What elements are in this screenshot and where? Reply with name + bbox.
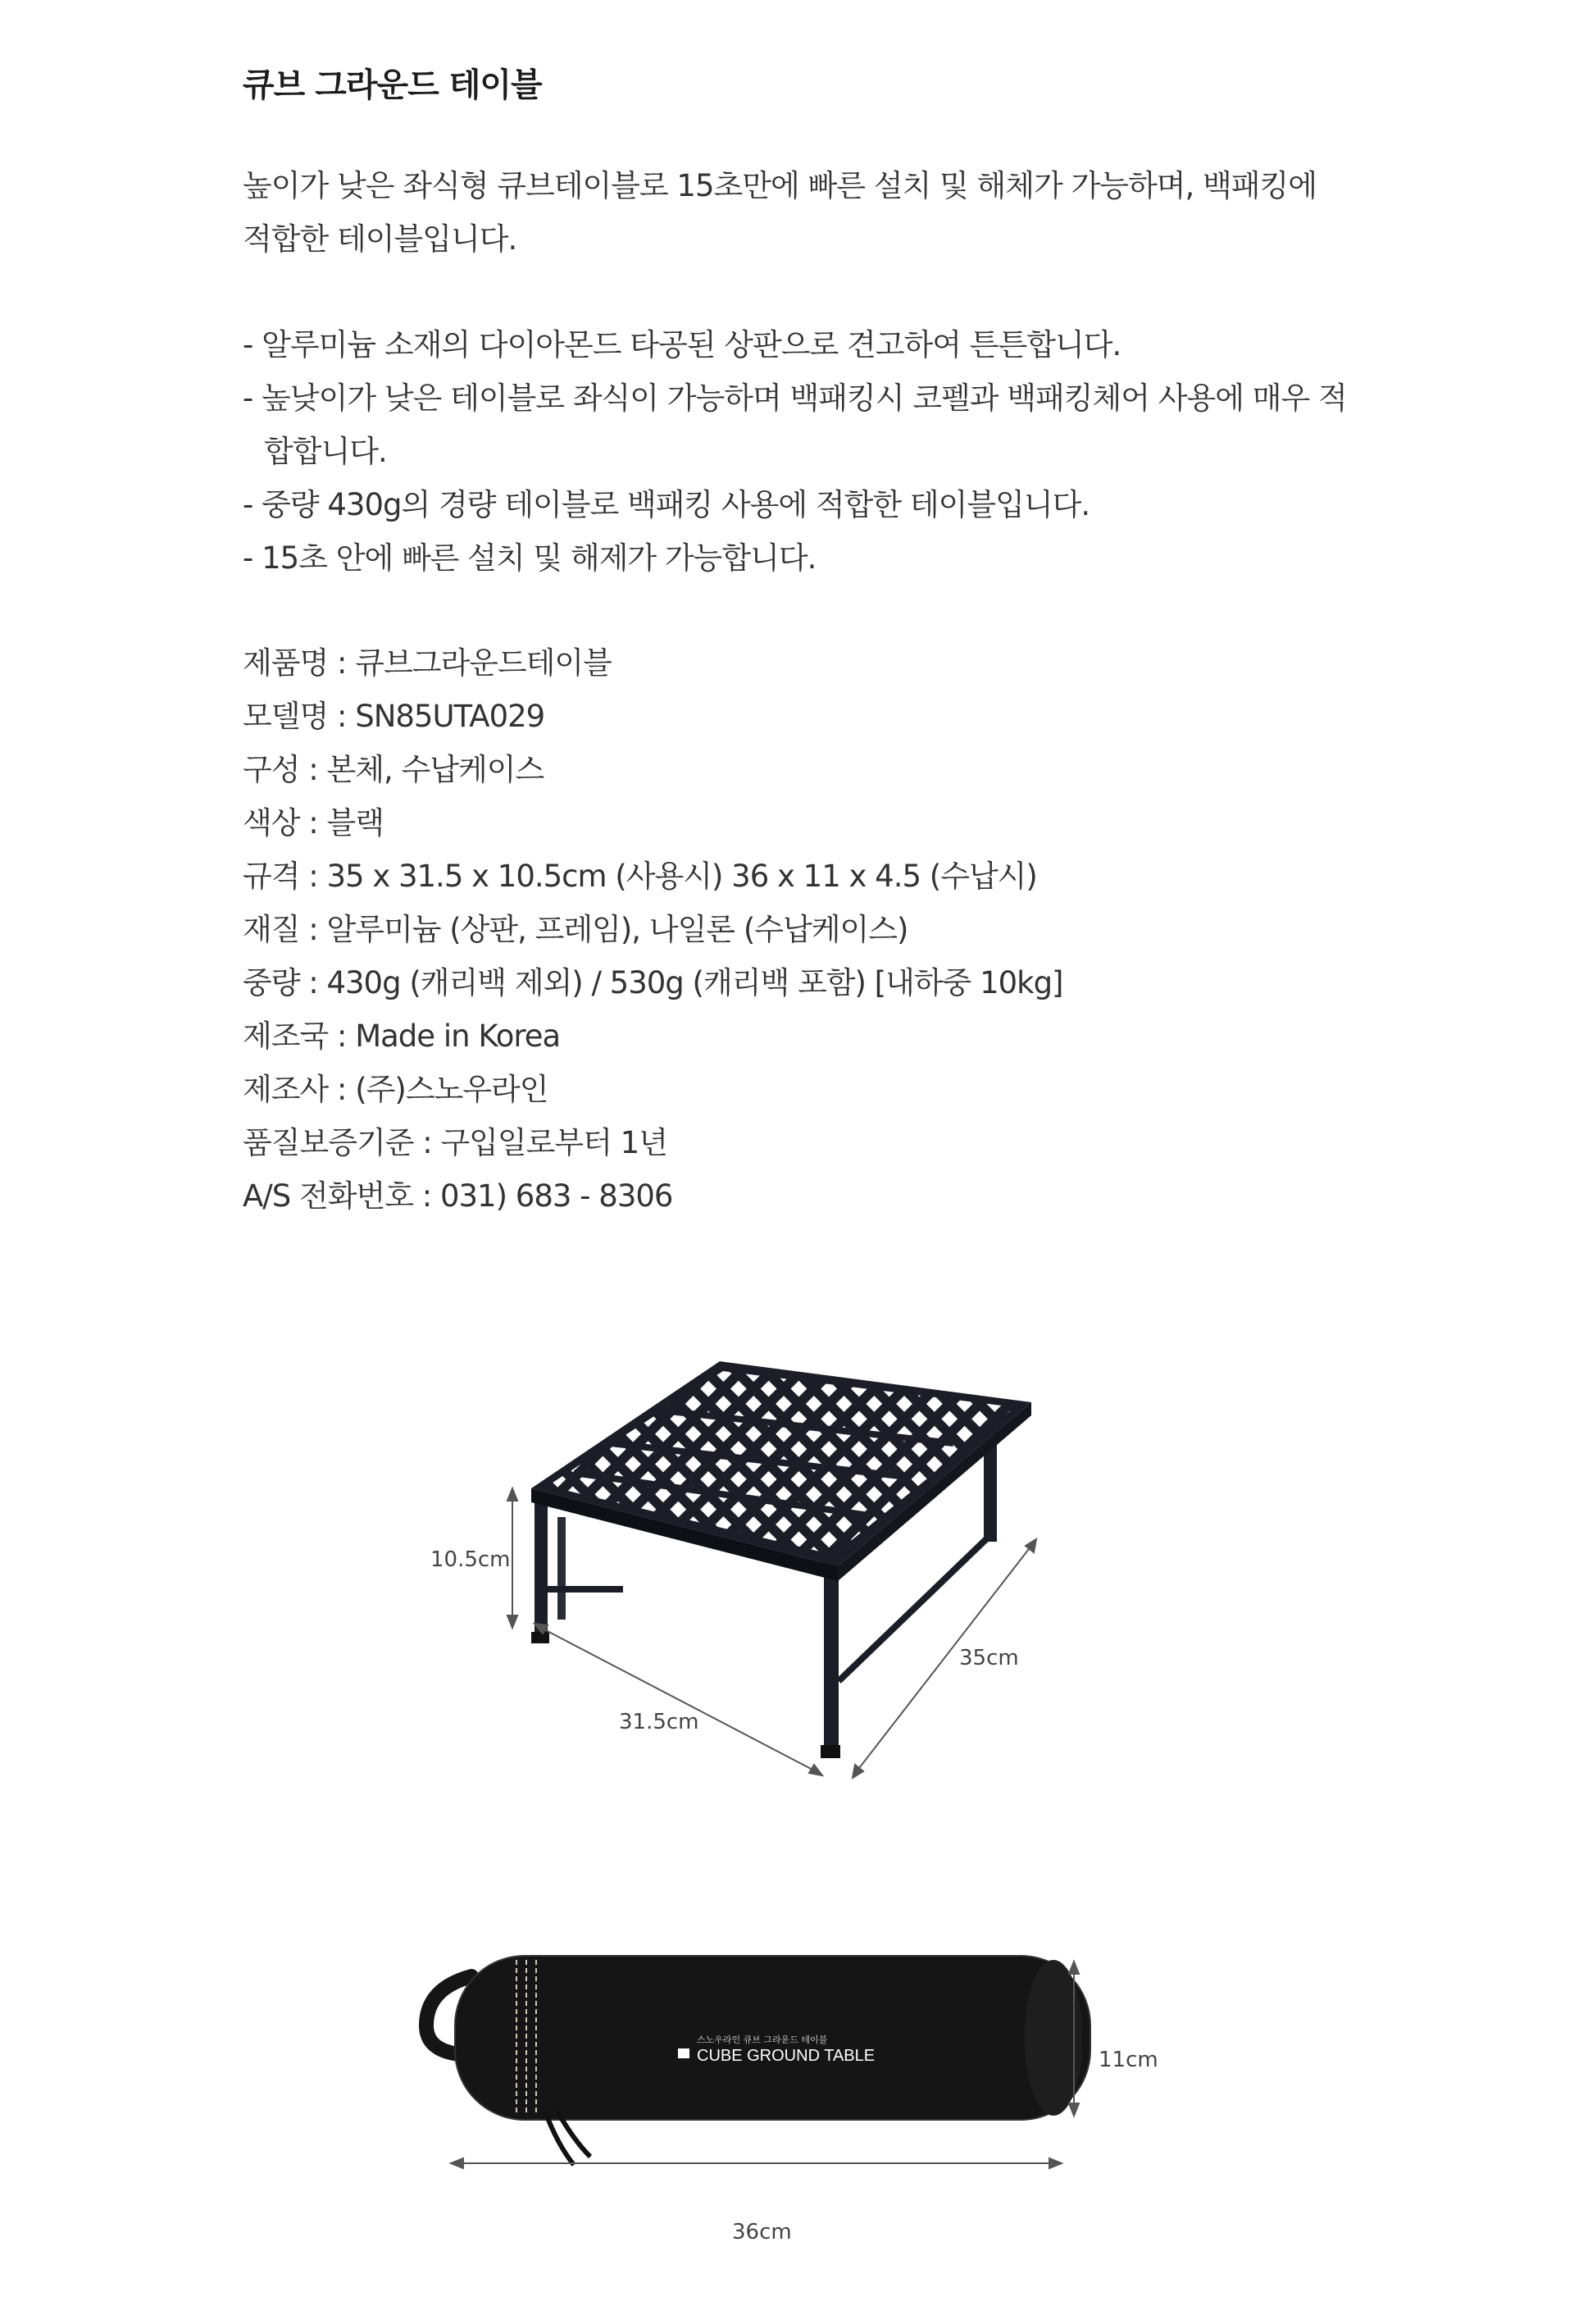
table-product-figure xyxy=(0,1328,1574,1788)
cube-logo-icon xyxy=(678,2048,689,2058)
feature-item: - 알루미늄 소재의 다이아몬드 타공된 상판으로 견고하여 튼튼합니다. xyxy=(243,327,1121,362)
spec-product-name: 제품명 : 큐브그라운드테이블 xyxy=(243,645,612,681)
bag-brand-text: CUBE GROUND TABLE xyxy=(697,2047,876,2065)
feature-item: - 중량 430g의 경량 테이블로 백패킹 사용에 적합한 테이블입니다. xyxy=(243,487,1090,522)
spec-model-name: 모델명 : SN85UTA029 xyxy=(243,699,545,734)
spec-country: 제조국 : Made in Korea xyxy=(243,1018,561,1054)
feature-item: - 높낮이가 낮은 테이블로 좌식이 가능하며 백패킹시 코펠과 백패킹체어 사용에 매우 적 xyxy=(243,380,1347,416)
spec-manufacturer: 제조사 : (주)스노우라인 xyxy=(243,1072,548,1107)
depth-label: 35cm xyxy=(959,1646,1019,1670)
intro-line: 적합한 테이블입니다. xyxy=(243,221,517,257)
height-label: 10.5cm xyxy=(430,1547,511,1572)
spec-weight: 중량 : 430g (캐리백 제외) / 530g (캐리백 포함) [내하중 10kg] xyxy=(243,965,1063,1000)
bag-product-figure xyxy=(0,1911,1574,2255)
bag-illustration xyxy=(0,1911,1574,2255)
spec-color: 색상 : 블랙 xyxy=(243,805,384,841)
bag-small-text: 스노우라인 큐브 그라운드 테이블 xyxy=(697,2035,828,2045)
page-title: 큐브 그라운드 테이블 xyxy=(243,66,542,104)
table-illustration xyxy=(0,1328,1574,1788)
intro-line: 높이가 낮은 좌식형 큐브테이블로 15초만에 빠른 설치 및 해체가 가능하며, 백패킹에 xyxy=(243,168,1317,203)
tabletop xyxy=(531,1361,1031,1581)
spec-as-phone: A/S 전화번호 : 031) 683 - 8306 xyxy=(243,1178,673,1214)
spec-list xyxy=(243,636,1390,1223)
spec-components: 구성 : 본체, 수납케이스 xyxy=(243,752,544,787)
feature-list xyxy=(243,318,1390,585)
intro-text xyxy=(243,159,1390,266)
bag-height-label: 11cm xyxy=(1099,2048,1158,2072)
feature-item-continued: 합합니다. xyxy=(264,434,387,469)
spec-warranty: 품질보증기준 : 구입일로부터 1년 xyxy=(243,1125,667,1160)
width-label: 31.5cm xyxy=(619,1710,699,1734)
carry-bag xyxy=(426,1956,1090,2165)
bag-length-label: 36cm xyxy=(732,2220,792,2244)
feature-item: - 15초 안에 빠른 설치 및 해제가 가능합니다. xyxy=(243,540,817,576)
spec-material: 재질 : 알루미늄 (상판, 프레임), 나일론 (수납케이스) xyxy=(243,912,908,947)
spec-dimensions: 규격 : 35 x 31.5 x 10.5cm (사용시) 36 x 11 x 4.5 (수납시) xyxy=(243,859,1037,894)
